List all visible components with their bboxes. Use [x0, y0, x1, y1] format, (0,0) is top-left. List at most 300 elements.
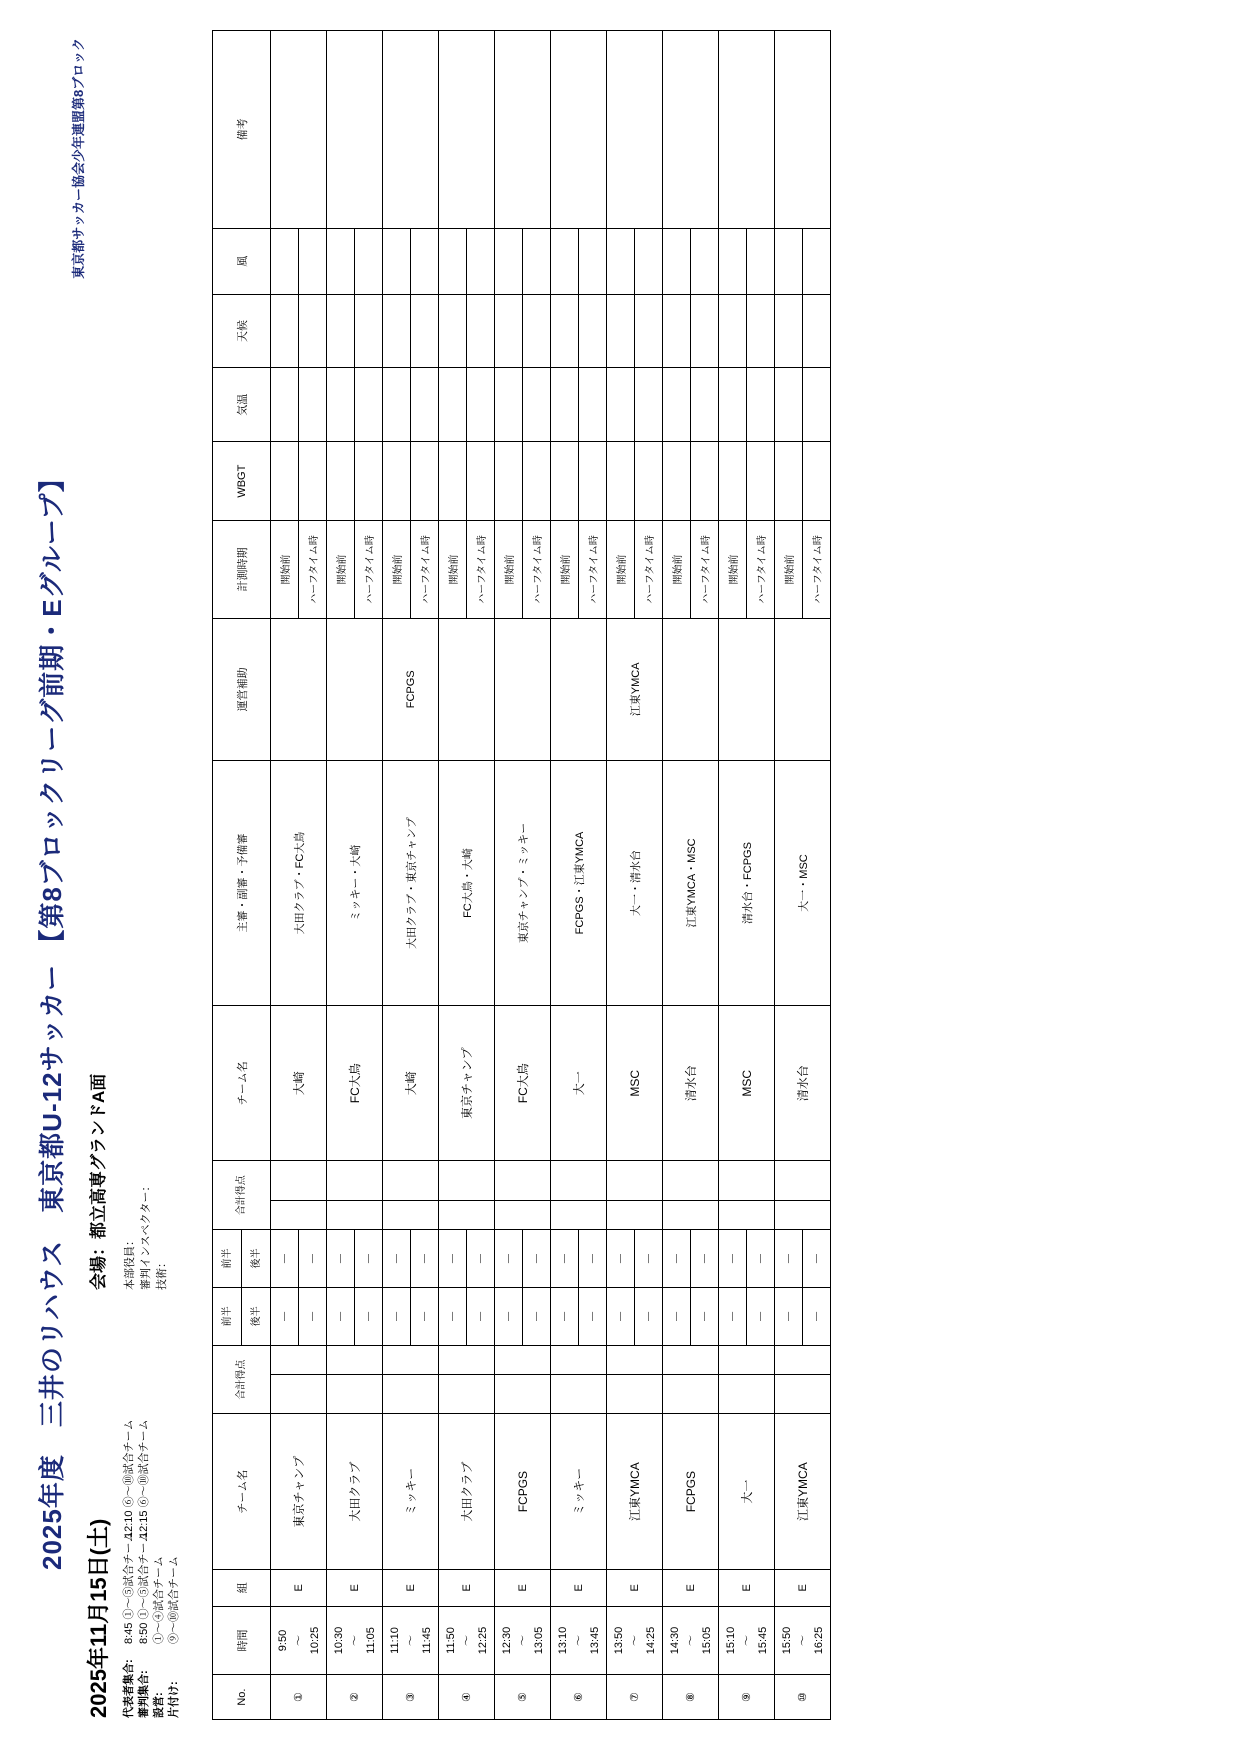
- cell-no: ⑨: [719, 1675, 775, 1720]
- cell-wbgt-halftime[interactable]: [579, 442, 607, 521]
- cell-score-left-first[interactable]: －: [495, 1287, 523, 1345]
- cell-measure-before: 開始前: [719, 521, 747, 618]
- cell-wbgt-halftime[interactable]: [355, 442, 383, 521]
- cell-group: E: [327, 1569, 383, 1606]
- meeting-value-3: ⑨～⑩試合チーム: [168, 1556, 180, 1644]
- cell-measure-before: 開始前: [775, 521, 803, 618]
- meeting-row: [167, 1532, 182, 1718]
- cell-group: E: [439, 1569, 495, 1606]
- cell-wind-halftime[interactable]: [803, 228, 831, 294]
- cell-score-left-second[interactable]: －: [355, 1287, 383, 1345]
- cell-weather-halftime[interactable]: [691, 294, 719, 368]
- cell-total-left: [439, 1374, 495, 1414]
- cell-score-right-second[interactable]: －: [467, 1229, 495, 1287]
- col-header-second-half-2: 後半: [242, 1229, 271, 1287]
- meeting-label-2: 設営:: [153, 1692, 165, 1718]
- cell-temp-before[interactable]: [551, 368, 579, 442]
- cell-measure-before: 開始前: [271, 521, 299, 618]
- cell-wind-halftime[interactable]: [523, 228, 551, 294]
- event-date: 2025年11月15日(土): [86, 1518, 111, 1718]
- cell-temp-halftime[interactable]: [355, 368, 383, 442]
- cell-support: [495, 618, 551, 760]
- cell-team-right: FC大鳥: [327, 1006, 383, 1161]
- cell-total-right: [495, 1161, 551, 1201]
- cell-wind-halftime[interactable]: [299, 228, 327, 294]
- officials-block: [122, 1181, 170, 1290]
- cell-support: [327, 618, 383, 760]
- cell-wbgt-before[interactable]: [775, 442, 803, 521]
- table-row: [495, 31, 523, 1720]
- cell-measure-halftime: ハーフタイム時: [691, 521, 719, 618]
- cell-score-right-first[interactable]: －: [775, 1229, 803, 1287]
- cell-team-left: ミッキー: [551, 1414, 607, 1569]
- cell-measure-before: 開始前: [663, 521, 691, 618]
- cell-time: 10:30 ～ 11:05: [327, 1606, 383, 1675]
- cell-no: ⑥: [551, 1675, 607, 1720]
- meeting-row: [122, 1532, 137, 1718]
- cell-score-left-second[interactable]: －: [411, 1287, 439, 1345]
- cell-total-right-a: [775, 1200, 831, 1229]
- cell-note[interactable]: [663, 31, 719, 229]
- cell-total-right: [551, 1161, 607, 1201]
- cell-temp-before[interactable]: [271, 368, 299, 442]
- cell-score-right-first[interactable]: －: [551, 1229, 579, 1287]
- cell-no: ③: [383, 1675, 439, 1720]
- cell-score-right-first[interactable]: －: [607, 1229, 635, 1287]
- cell-score-left-second[interactable]: －: [523, 1287, 551, 1345]
- cell-weather-halftime[interactable]: [635, 294, 663, 368]
- cell-score-right-second[interactable]: －: [635, 1229, 663, 1287]
- cell-total-right-a: [383, 1200, 439, 1229]
- cell-score-left-first[interactable]: －: [271, 1287, 299, 1345]
- col-header-team-left: チーム名: [213, 1414, 271, 1569]
- cell-team-right: 清水台: [663, 1006, 719, 1161]
- cell-wind-before[interactable]: [551, 228, 579, 294]
- cell-note[interactable]: [775, 31, 831, 229]
- cell-weather-halftime[interactable]: [411, 294, 439, 368]
- table-row: [719, 31, 747, 1720]
- cell-wind-before[interactable]: [439, 228, 467, 294]
- table-row: [439, 31, 467, 1720]
- cell-score-right-first[interactable]: －: [327, 1229, 355, 1287]
- cell-wind-before[interactable]: [495, 228, 523, 294]
- match-schedule-table: [212, 30, 831, 1720]
- cell-weather-halftime[interactable]: [803, 294, 831, 368]
- cell-note[interactable]: [439, 31, 495, 229]
- organization-name: 東京都サッカー協会少年連盟第8ブロック: [71, 38, 86, 279]
- cell-team-left: FCPGS: [663, 1414, 719, 1569]
- cell-wind-halftime[interactable]: [747, 228, 775, 294]
- cell-score-right-first[interactable]: －: [383, 1229, 411, 1287]
- cell-measure-halftime: ハーフタイム時: [579, 521, 607, 618]
- cell-support: [775, 618, 831, 760]
- cell-wind-before[interactable]: [719, 228, 747, 294]
- cell-referees: 大田クラブ・東京チャンプ: [383, 760, 439, 1005]
- cell-measure-halftime: ハーフタイム時: [355, 521, 383, 618]
- cell-team-right: FC大鳥: [495, 1006, 551, 1161]
- col-header-first-half: 前半: [213, 1287, 242, 1345]
- cell-no: ②: [327, 1675, 383, 1720]
- cell-score-right-first[interactable]: －: [495, 1229, 523, 1287]
- cell-time: 13:50 ～ 14:25: [607, 1606, 663, 1675]
- cell-wbgt-before[interactable]: [383, 442, 411, 521]
- cell-score-left-first[interactable]: －: [663, 1287, 691, 1345]
- cell-total-left: [551, 1374, 607, 1414]
- cell-weather-halftime[interactable]: [467, 294, 495, 368]
- cell-time: 13:10 ～ 13:45: [551, 1606, 607, 1675]
- cell-score-right-first[interactable]: －: [439, 1229, 467, 1287]
- cell-time: 12:30 ～ 13:05: [495, 1606, 551, 1675]
- cell-group: E: [775, 1569, 831, 1606]
- cell-support: [719, 618, 775, 760]
- cell-group: E: [551, 1569, 607, 1606]
- cell-note[interactable]: [327, 31, 383, 229]
- cell-no: ④: [439, 1675, 495, 1720]
- cell-wind-halftime[interactable]: [355, 228, 383, 294]
- table-header-row: [213, 31, 242, 1720]
- cell-team-left: 東京チャンプ: [271, 1414, 327, 1569]
- page-title: 2025年度 三井のリハウス 東京都U-12サッカー 【第8ブロックリーグ前期・Eグループ】: [37, 465, 67, 1570]
- cell-wbgt-before[interactable]: [327, 442, 355, 521]
- meeting-row: [137, 1532, 152, 1718]
- cell-total-left: [775, 1374, 831, 1414]
- cell-score-left-first[interactable]: －: [607, 1287, 635, 1345]
- cell-score-right-second[interactable]: －: [803, 1229, 831, 1287]
- cell-total-right-a: [551, 1200, 607, 1229]
- cell-score-left-first[interactable]: －: [775, 1287, 803, 1345]
- cell-measure-before: 開始前: [551, 521, 579, 618]
- cell-wbgt-before[interactable]: [719, 442, 747, 521]
- cell-weather-before[interactable]: [719, 294, 747, 368]
- cell-score-left-second[interactable]: －: [691, 1287, 719, 1345]
- cell-score-left-second[interactable]: －: [299, 1287, 327, 1345]
- cell-note[interactable]: [271, 31, 327, 229]
- cell-weather-before[interactable]: [271, 294, 299, 368]
- table-row: [663, 31, 691, 1720]
- meeting-secondary-0: 12:10 ⑥～⑩試合チーム: [123, 1419, 135, 1538]
- col-header-total-right: 合計得点: [213, 1161, 271, 1230]
- cell-note[interactable]: [607, 31, 663, 229]
- cell-weather-before[interactable]: [495, 294, 523, 368]
- cell-total-right-a: [327, 1200, 383, 1229]
- cell-measure-before: 開始前: [327, 521, 355, 618]
- cell-temp-before[interactable]: [495, 368, 523, 442]
- meeting-secondary-1: 12:15 ⑥～⑩試合チーム: [138, 1419, 150, 1538]
- cell-wbgt-before[interactable]: [271, 442, 299, 521]
- table-row: [607, 31, 635, 1720]
- cell-total-left-b: [663, 1345, 719, 1374]
- cell-score-left-second[interactable]: －: [467, 1287, 495, 1345]
- cell-referees: FC大鳥・大崎: [439, 760, 495, 1005]
- cell-total-left-b: [271, 1345, 327, 1374]
- col-header-team-right: チーム名: [213, 1006, 271, 1161]
- cell-measure-halftime: ハーフタイム時: [803, 521, 831, 618]
- cell-wind-halftime[interactable]: [411, 228, 439, 294]
- cell-wbgt-before[interactable]: [663, 442, 691, 521]
- cell-score-left-first[interactable]: －: [383, 1287, 411, 1345]
- cell-group: E: [495, 1569, 551, 1606]
- col-header-first-half-2: 前半: [213, 1229, 242, 1287]
- cell-measure-halftime: ハーフタイム時: [523, 521, 551, 618]
- cell-wbgt-before[interactable]: [439, 442, 467, 521]
- cell-no: ⑧: [663, 1675, 719, 1720]
- cell-total-left-b: [607, 1345, 663, 1374]
- table-row: [551, 31, 579, 1720]
- cell-support: FCPGS: [383, 618, 439, 760]
- col-header-time: 時間: [213, 1606, 271, 1675]
- cell-time: 15:50 ～ 16:25: [775, 1606, 831, 1675]
- cell-temp-halftime[interactable]: [579, 368, 607, 442]
- cell-score-right-first[interactable]: －: [719, 1229, 747, 1287]
- cell-team-right: MSC: [607, 1006, 663, 1161]
- cell-score-left-second[interactable]: －: [803, 1287, 831, 1345]
- cell-time: 15:10 ～ 15:45: [719, 1606, 775, 1675]
- cell-total-right: [383, 1161, 439, 1201]
- table-row: [271, 31, 299, 1720]
- official-inspector: 審判インスペクター：: [140, 1180, 152, 1290]
- cell-wbgt-halftime[interactable]: [299, 442, 327, 521]
- cell-referees: 大田クラブ・FC大鳥: [271, 760, 327, 1005]
- cell-team-right: MSC: [719, 1006, 775, 1161]
- cell-total-left: [663, 1374, 719, 1414]
- cell-score-right-second[interactable]: －: [299, 1229, 327, 1287]
- cell-score-left-second[interactable]: －: [747, 1287, 775, 1345]
- official-technical: 技術：: [156, 1257, 168, 1290]
- cell-wind-before[interactable]: [271, 228, 299, 294]
- cell-total-right-a: [719, 1200, 775, 1229]
- cell-weather-before[interactable]: [383, 294, 411, 368]
- cell-referees: 大一・MSC: [775, 760, 831, 1005]
- meeting-value-2: ①～④試合チーム: [153, 1556, 165, 1644]
- cell-score-right-second[interactable]: －: [355, 1229, 383, 1287]
- cell-wbgt-halftime[interactable]: [523, 442, 551, 521]
- cell-referees: 東京チャンプ・ミッキー: [495, 760, 551, 1005]
- cell-temp-before[interactable]: [719, 368, 747, 442]
- cell-score-left-second[interactable]: －: [635, 1287, 663, 1345]
- cell-measure-halftime: ハーフタイム時: [299, 521, 327, 618]
- cell-total-right-a: [439, 1200, 495, 1229]
- cell-score-right-second[interactable]: －: [691, 1229, 719, 1287]
- meeting-value-0: 8:45 ①～⑤試合チーム: [123, 1531, 135, 1644]
- col-header-second-half: 後半: [242, 1287, 271, 1345]
- cell-group: E: [271, 1569, 327, 1606]
- cell-temp-before[interactable]: [327, 368, 355, 442]
- cell-team-left: 大田クラブ: [439, 1414, 495, 1569]
- cell-wind-before[interactable]: [663, 228, 691, 294]
- cell-team-left: 江東YMCA: [607, 1414, 663, 1569]
- cell-total-left-b: [439, 1345, 495, 1374]
- cell-score-right-first[interactable]: －: [663, 1229, 691, 1287]
- cell-temp-before[interactable]: [663, 368, 691, 442]
- cell-referees: 江東YMCA・MSC: [663, 760, 719, 1005]
- cell-note[interactable]: [551, 31, 607, 229]
- document-header: [26, 30, 212, 1720]
- cell-temp-halftime[interactable]: [299, 368, 327, 442]
- cell-weather-before[interactable]: [775, 294, 803, 368]
- cell-weather-halftime[interactable]: [523, 294, 551, 368]
- cell-wbgt-halftime[interactable]: [635, 442, 663, 521]
- cell-team-right: 清水台: [775, 1006, 831, 1161]
- cell-referees: 清水台・FCPGS: [719, 760, 775, 1005]
- cell-weather-halftime[interactable]: [579, 294, 607, 368]
- cell-support: 江東YMCA: [607, 618, 663, 760]
- cell-temp-halftime[interactable]: [803, 368, 831, 442]
- cell-measure-halftime: ハーフタイム時: [747, 521, 775, 618]
- cell-total-right-a: [271, 1200, 327, 1229]
- cell-total-left-b: [495, 1345, 551, 1374]
- cell-time: 9:50 ～ 10:25: [271, 1606, 327, 1675]
- cell-weather-halftime[interactable]: [299, 294, 327, 368]
- meeting-label-0: 代表者集合:: [123, 1659, 135, 1718]
- cell-wind-before[interactable]: [775, 228, 803, 294]
- table-row: [383, 31, 411, 1720]
- cell-group: E: [607, 1569, 663, 1606]
- cell-total-right: [439, 1161, 495, 1201]
- cell-group: E: [719, 1569, 775, 1606]
- cell-note[interactable]: [383, 31, 439, 229]
- cell-measure-before: 開始前: [439, 521, 467, 618]
- cell-team-left: 江東YMCA: [775, 1414, 831, 1569]
- cell-team-left: 大田クラブ: [327, 1414, 383, 1569]
- cell-weather-before[interactable]: [551, 294, 579, 368]
- cell-time: 14:30 ～ 15:05: [663, 1606, 719, 1675]
- cell-no: ⑦: [607, 1675, 663, 1720]
- cell-wbgt-before[interactable]: [551, 442, 579, 521]
- cell-temp-halftime[interactable]: [635, 368, 663, 442]
- cell-referees: ミッキー・大崎: [327, 760, 383, 1005]
- cell-total-left-b: [719, 1345, 775, 1374]
- cell-note[interactable]: [495, 31, 551, 229]
- venue: 会場：都立高専グランドA面: [89, 1073, 108, 1290]
- cell-weather-before[interactable]: [327, 294, 355, 368]
- cell-temp-halftime[interactable]: [411, 368, 439, 442]
- cell-total-right: [327, 1161, 383, 1201]
- cell-time: 11:10 ～ 11:45: [383, 1606, 439, 1675]
- col-header-wbgt: WBGT: [213, 442, 271, 521]
- col-header-wind: 風: [213, 228, 271, 294]
- cell-measure-before: 開始前: [495, 521, 523, 618]
- cell-total-left: [607, 1374, 663, 1414]
- cell-note[interactable]: [719, 31, 775, 229]
- cell-team-right: 東京チャンプ: [439, 1006, 495, 1161]
- cell-score-right-second[interactable]: －: [411, 1229, 439, 1287]
- cell-score-left-first[interactable]: －: [327, 1287, 355, 1345]
- cell-temp-before[interactable]: [607, 368, 635, 442]
- col-header-referees: 主審・副審・予備審: [213, 760, 271, 1005]
- cell-temp-halftime[interactable]: [467, 368, 495, 442]
- cell-score-left-first[interactable]: －: [439, 1287, 467, 1345]
- cell-weather-halftime[interactable]: [355, 294, 383, 368]
- cell-weather-before[interactable]: [663, 294, 691, 368]
- cell-score-right-second[interactable]: －: [579, 1229, 607, 1287]
- cell-wbgt-halftime[interactable]: [803, 442, 831, 521]
- cell-temp-halftime[interactable]: [747, 368, 775, 442]
- col-header-weather: 天候: [213, 294, 271, 368]
- cell-group: E: [383, 1569, 439, 1606]
- table-row: [327, 31, 355, 1720]
- meeting-times-secondary: [122, 1419, 152, 1538]
- cell-weather-before[interactable]: [439, 294, 467, 368]
- cell-score-left-first[interactable]: －: [551, 1287, 579, 1345]
- cell-team-left: 大一: [719, 1414, 775, 1569]
- cell-support: [551, 618, 607, 760]
- cell-wbgt-before[interactable]: [495, 442, 523, 521]
- cell-total-left-b: [775, 1345, 831, 1374]
- cell-wind-halftime[interactable]: [579, 228, 607, 294]
- cell-measure-halftime: ハーフタイム時: [411, 521, 439, 618]
- cell-no: ①: [271, 1675, 327, 1720]
- col-header-support: 運営補助: [213, 618, 271, 760]
- cell-wind-before[interactable]: [327, 228, 355, 294]
- col-header-temperature: 気温: [213, 368, 271, 442]
- cell-wbgt-halftime[interactable]: [747, 442, 775, 521]
- cell-wind-halftime[interactable]: [691, 228, 719, 294]
- cell-score-left-first[interactable]: －: [719, 1287, 747, 1345]
- cell-total-right-a: [607, 1200, 663, 1229]
- col-header-total-left: 合計得点: [213, 1345, 271, 1414]
- cell-temp-before[interactable]: [775, 368, 803, 442]
- cell-wbgt-halftime[interactable]: [467, 442, 495, 521]
- cell-total-right-a: [495, 1200, 551, 1229]
- cell-measure-before: 開始前: [607, 521, 635, 618]
- cell-score-right-first[interactable]: －: [271, 1229, 299, 1287]
- meeting-label-1: 審判集合:: [138, 1670, 150, 1718]
- cell-wind-halftime[interactable]: [467, 228, 495, 294]
- cell-weather-before[interactable]: [607, 294, 635, 368]
- cell-measure-halftime: ハーフタイム時: [467, 521, 495, 618]
- cell-wind-before[interactable]: [607, 228, 635, 294]
- cell-wbgt-halftime[interactable]: [411, 442, 439, 521]
- col-header-note: 備考: [213, 31, 271, 229]
- cell-score-right-second[interactable]: －: [523, 1229, 551, 1287]
- cell-wbgt-before[interactable]: [607, 442, 635, 521]
- cell-total-right-a: [663, 1200, 719, 1229]
- cell-team-right: 大一: [551, 1006, 607, 1161]
- meeting-label-3: 片付け:: [168, 1681, 180, 1718]
- cell-total-right: [663, 1161, 719, 1201]
- meeting-value-1: 8:50 ①～⑤試合チーム: [138, 1531, 150, 1644]
- table-row: [775, 31, 803, 1720]
- cell-referees: 大一・清水台: [607, 760, 663, 1005]
- cell-temp-halftime[interactable]: [691, 368, 719, 442]
- cell-weather-halftime[interactable]: [747, 294, 775, 368]
- cell-measure-halftime: ハーフタイム時: [635, 521, 663, 618]
- cell-score-left-second[interactable]: －: [579, 1287, 607, 1345]
- cell-total-right: [719, 1161, 775, 1201]
- cell-wind-halftime[interactable]: [635, 228, 663, 294]
- col-header-no: No.: [213, 1675, 271, 1720]
- cell-wind-before[interactable]: [383, 228, 411, 294]
- cell-measure-before: 開始前: [383, 521, 411, 618]
- cell-temp-halftime[interactable]: [523, 368, 551, 442]
- cell-team-right: 大崎: [271, 1006, 327, 1161]
- cell-no: ⑩: [775, 1675, 831, 1720]
- cell-temp-before[interactable]: [439, 368, 467, 442]
- cell-total-left: [495, 1374, 551, 1414]
- col-header-measure-time: 計測時期: [213, 521, 271, 618]
- cell-support: [271, 618, 327, 760]
- cell-wbgt-halftime[interactable]: [691, 442, 719, 521]
- cell-total-right: [607, 1161, 663, 1201]
- cell-total-left: [719, 1374, 775, 1414]
- table-body: [271, 31, 831, 1720]
- cell-no: ⑤: [495, 1675, 551, 1720]
- cell-temp-before[interactable]: [383, 368, 411, 442]
- cell-score-right-second[interactable]: －: [747, 1229, 775, 1287]
- cell-total-right: [775, 1161, 831, 1201]
- cell-team-left: FCPGS: [495, 1414, 551, 1569]
- cell-total-left-b: [383, 1345, 439, 1374]
